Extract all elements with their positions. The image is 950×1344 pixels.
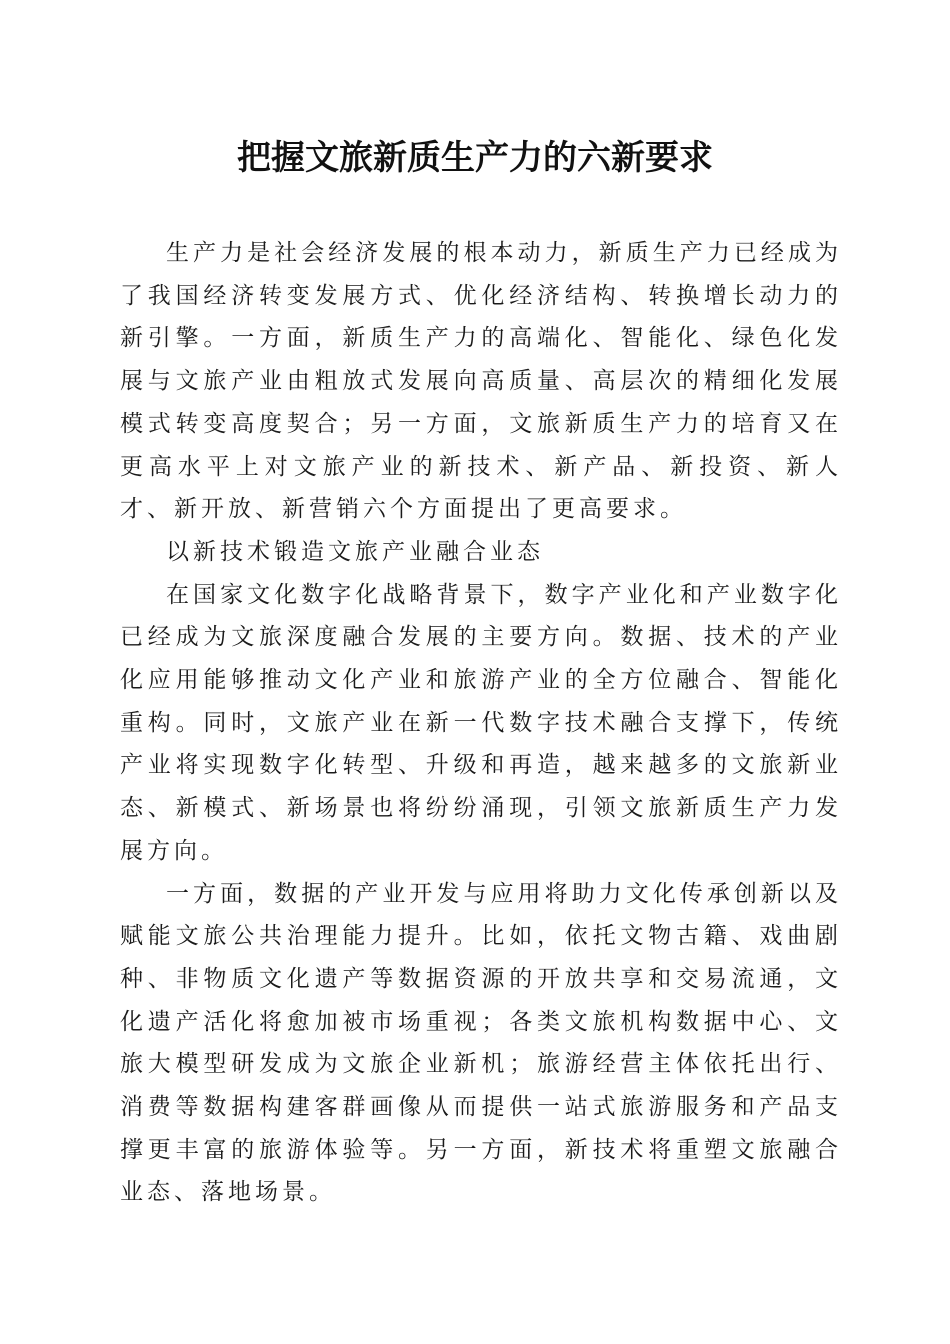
paragraph-digital-strategy: 在国家文化数字化战略背景下，数字产业化和产业数字化已经成为文旅深度融合发展的主要方向。数据、技术的产业化应用能够推动文化产业和旅游产业的全方位融合、智能化重构。同时，文旅产业在新一代数字技术融合支撑下，传统产业将实现数字化转型、升级和再造，越来越多的文旅新业态、新模式、新场景也将纷纷涌现，引领文旅新质生产力发展方向。 (120, 581, 842, 864)
paragraph-intro: 生产力是社会经济发展的根本动力，新质生产力已经成为了我国经济转变发展方式、优化经济结构、转换增长动力的新引擎。一方面，新质生产力的高端化、智能化、绿色化发展与文旅产业由粗放式发展向高质量、高层次的精细化发展模式转变高度契合；另一方面，文旅新质生产力的培育又在更高水平上对文旅产业的新技术、新产品、新投资、新人才、新开放、新营销六个方面提出了更高要求。 (120, 240, 842, 523)
document-body (120, 232, 842, 1214)
section-heading: 以新技术锻造文旅产业融合业态 (166, 538, 544, 565)
document-title: 把握文旅新质生产力的六新要求 (237, 138, 713, 178)
paragraph-data-application: 一方面，数据的产业开发与应用将助力文化传承创新以及赋能文旅公共治理能力提升。比如，依托文物古籍、戏曲剧种、非物质文化遗产等数据资源的开放共享和交易流通，文化遗产活化将愈加被市场重视；各类文旅机构数据中心、文旅大模型研发成为文旅企业新机；旅游经营主体依托出行、消费等数据构建客群画像从而提供一站式旅游服务和产品支撑更丰富的旅游体验等。另一方面，新技术将重塑文旅融合业态、落地场景。 (120, 880, 842, 1206)
